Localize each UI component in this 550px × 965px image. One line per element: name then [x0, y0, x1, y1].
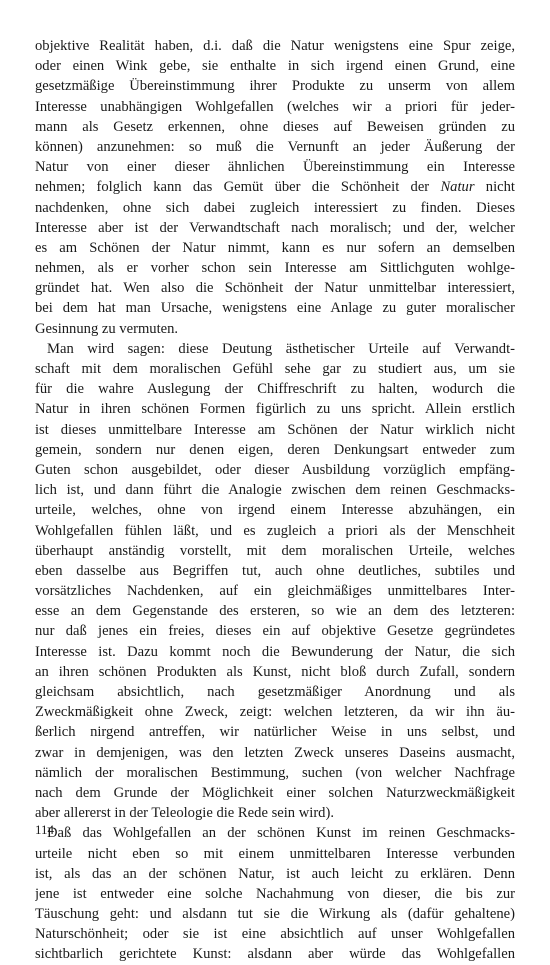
text-line: Wohlgefallen fühlen läßt, und es zugleich a priori als der Menschheit [35, 522, 515, 539]
text-line: Man wird sagen: diese Deutung ästhetischer Urteile auf Verwandt- [47, 340, 515, 357]
text-line: sichtbarlich gerichtete Kunst: alsdann aber würde das Wohlgefallen [35, 946, 515, 963]
text-line: Naturschönheit; oder sie ist eine absichtlich auf unser Wohlgefallen [35, 926, 515, 943]
text-line: an ihren schönen Produkten als Kunst, nicht bloß durch Zufall, sondern [35, 663, 515, 680]
text-line: Daß das Wohlgefallen an der schönen Kunst im reinen Geschmacks- [47, 825, 515, 842]
text-line: ist dieses unmittelbare Interesse am Schönen der Natur wirklich nicht [35, 421, 515, 438]
text-line: nach dem Grunde der Möglichkeit einer solchen Naturzweckmäßigkeit [35, 784, 515, 801]
text-line: vorsätzliches Nachdenken, auf ein gleichmäßiges unmittelbares Inter- [35, 583, 515, 600]
text-line: bei dem hat man Ursache, wenigstens eine Anlage zu guter moralischer [35, 300, 515, 317]
text-line: urteile, welches, ohne von irgend einem Interesse abzuhängen, ein [35, 502, 515, 519]
emphasized-word: Natur [440, 179, 475, 196]
text-line: gleichsam absichtlich, nach gesetzmäßiger Anordnung und als [35, 684, 515, 700]
text-line: überhaupt anständig vorstellt, mit dem moralischen Urteile, welches [35, 542, 515, 559]
text-line: schaft mit dem moralischen Gefühl sehe gar zu studiert aus, um sie [35, 361, 515, 377]
text-line: aber allererst in der Teleologie die Rede sein wird). [35, 805, 334, 822]
text-line: objektive Realität haben, d.i. daß die Natur wenigstens eine Spur zeige, [35, 38, 515, 54]
text-line: nachdenken, ohne sich dabei zugleich interessiert zu finden. Dieses [35, 199, 515, 216]
text-line: zwar in demjenigen, was den letzten Zweck unseres Daseins ausmacht, [35, 744, 515, 761]
text-line: Natur von einer dieser ähnlichen Übereinstimmung ein Interesse [35, 159, 515, 176]
text-line: ßerlich nirgend antreffen, wir natürlicher Weise in uns selbst, und [35, 724, 515, 741]
text-line: Interesse aber ist der Verwandtschaft nach moralisch; und der, welcher [35, 219, 515, 236]
text-line: nämlich der moralischen Bestimmung, suchen (von welcher Nachfrage [35, 764, 515, 781]
text-line: nehmen; folglich kann das Gemüt über die Schönheit der Natur nicht [35, 179, 515, 196]
text-line: nehmen, als er vorher schon sein Interesse am Sittlichguten wohlge- [35, 260, 515, 277]
text-line: Natur in ihren schönen Formen figürlich zu uns spricht. Allein erstlich [35, 401, 515, 418]
text-line: eben dasselbe aus Begriffen tut, auch ohne deutliches, subtiles und [35, 562, 515, 579]
page-number: 114 [35, 822, 55, 837]
text-line: ist, als das an der schönen Natur, ist auch leicht zu erklären. Denn [35, 865, 515, 882]
text-line: lich ist, und dann führt die Analogie zwischen dem reinen Geschmacks- [35, 482, 515, 499]
text-line: gemein, sondern nur denen eigen, deren Denkungsart entweder zum [35, 441, 515, 458]
text-line: es am Schönen der Natur nimmt, kann es nur sofern an demselben [35, 239, 515, 256]
text-line: esse an dem Gegenstande des ersteren, so wie an dem des letzteren: [35, 603, 515, 620]
text-line: nur daß jenes ein freies, dieses ein auf objektive Gesetze gegründetes [35, 623, 515, 640]
text-line: mann als Gesetz erkennen, ohne dieses auf Beweisen gründen zu [35, 118, 515, 135]
text-line: gründet hat. Wen also die Schönheit der Natur unmittelbar interessiert, [35, 280, 515, 297]
text-line: Guten schon ausgebildet, oder dieser Ausbildung vorzüglich empfäng- [35, 461, 515, 478]
text-line: jene ist entweder eine solche Nachahmung von dieser, die bis zur [35, 885, 515, 902]
book-page-text [35, 36, 515, 965]
text-line: für die wahre Auslegung der Chiffreschrift zu halten, wodurch die [35, 381, 515, 398]
text-line: Zweckmäßigkeit ohne Zweck, zeigt: welchen letzteren, da wir ihn äu- [35, 704, 515, 721]
text-line: gesetzmäßige Übereinstimmung ihrer Produkte zu unserm von allem [35, 78, 515, 95]
text-line: oder einen Wink gebe, sie enthalte in sich irgend einen Grund, eine [35, 58, 515, 75]
text-line: Interesse unabhängigen Wohlgefallen (welches wir a priori für jeder- [35, 98, 515, 115]
text-line: Gesinnung zu vermuten. [35, 320, 179, 337]
text-line: Täuschung geht: und alsdann tut sie die Wirkung als (dafür gehaltene) [35, 906, 515, 923]
text-line: können) anzunehmen: so muß die Vernunft an jeder Äußerung der [35, 138, 515, 155]
text-line: Interesse ist. Dazu kommt noch die Bewunderung der Natur, die sich [35, 643, 515, 660]
text-line: urteile nicht eben so mit einem unmittelbaren Interesse verbunden [35, 845, 515, 862]
